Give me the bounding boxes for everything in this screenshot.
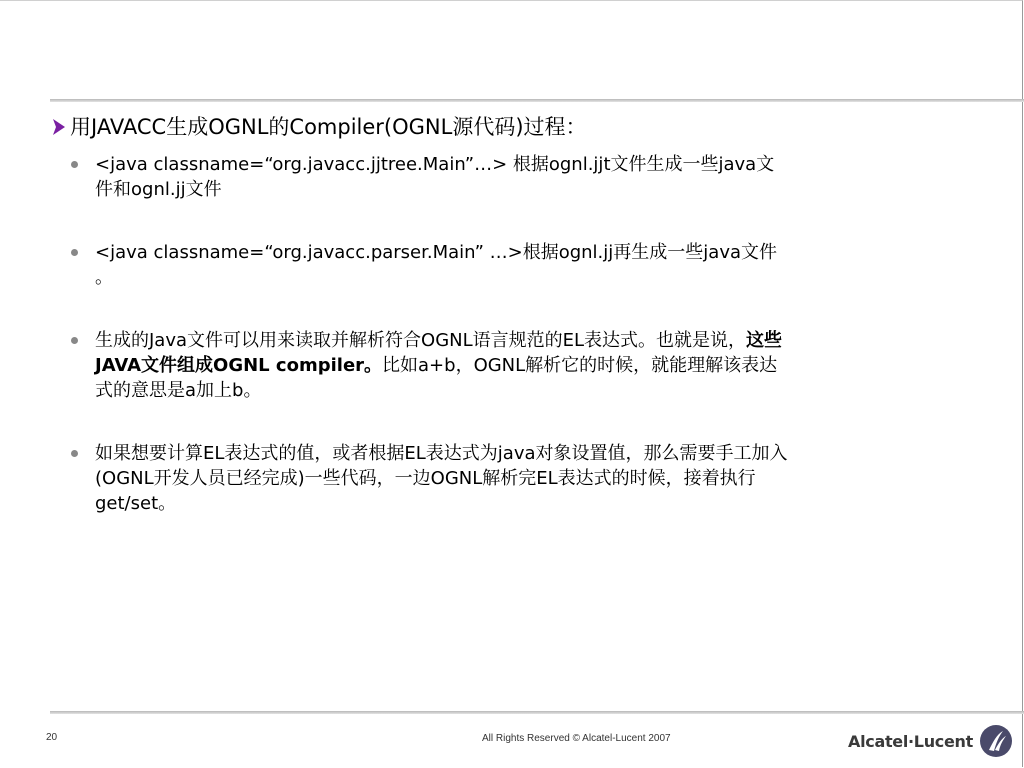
page-number: 20 xyxy=(46,732,58,743)
bullet-dot-icon xyxy=(71,450,78,457)
bullet-dot-icon xyxy=(71,249,78,256)
list-item xyxy=(50,152,970,202)
bullet-line: 。 xyxy=(95,267,113,288)
list-item xyxy=(50,328,970,403)
bullet-line: 如果想要计算EL表达式的值，或者根据EL表达式为java对象设置值，那么需要手工加入 xyxy=(95,443,788,464)
bullet-bold-text: JAVA文件组成OGNL compiler。 xyxy=(95,355,383,376)
arrow-right-icon xyxy=(50,116,68,138)
bottom-divider xyxy=(50,711,1024,714)
company-logo xyxy=(848,724,1013,758)
bullet-line: 件和ognl.jj文件 xyxy=(95,179,222,200)
slide-content xyxy=(50,112,970,516)
bullet-line: <java classname=“org.javacc.jjtree.Main”…> 根据ognl.jjt文件生成一些java文 xyxy=(95,154,775,175)
slide-title-text: 用JAVACC生成OGNL的Compiler(OGNL源代码)过程： xyxy=(70,115,587,139)
alcatel-lucent-logo-icon xyxy=(979,724,1013,758)
bullet-dot-icon xyxy=(71,161,78,168)
bullet-text: 生成的Java文件可以用来读取并解析符合OGNL语言规范的EL表达式。也就是说， xyxy=(95,330,747,351)
logo-text: Alcatel·Lucent xyxy=(848,731,973,751)
bullet-line xyxy=(95,353,970,378)
bullet-line: 式的意思是a加上b。 xyxy=(95,380,262,401)
list-item xyxy=(50,240,970,290)
slide-title xyxy=(50,112,970,142)
bullet-line: get/set。 xyxy=(95,493,177,514)
list-item xyxy=(50,441,970,516)
top-divider xyxy=(50,99,1024,102)
bullet-line xyxy=(95,328,970,353)
bullet-line: <java classname=“org.javacc.parser.Main” …>根据ognl.jj再生成一些java文件 xyxy=(95,242,777,263)
bullet-bold-text: 这些 xyxy=(746,330,783,351)
copyright-notice: All Rights Reserved © Alcatel-Lucent 2007 xyxy=(482,733,671,744)
bullet-text: 比如a+b，OGNL解析它的时候，就能理解该表达 xyxy=(382,355,778,376)
bullet-line: (OGNL开发人员已经完成)一些代码，一边OGNL解析完EL表达式的时候，接着执行 xyxy=(95,468,756,489)
bullet-dot-icon xyxy=(71,337,78,344)
